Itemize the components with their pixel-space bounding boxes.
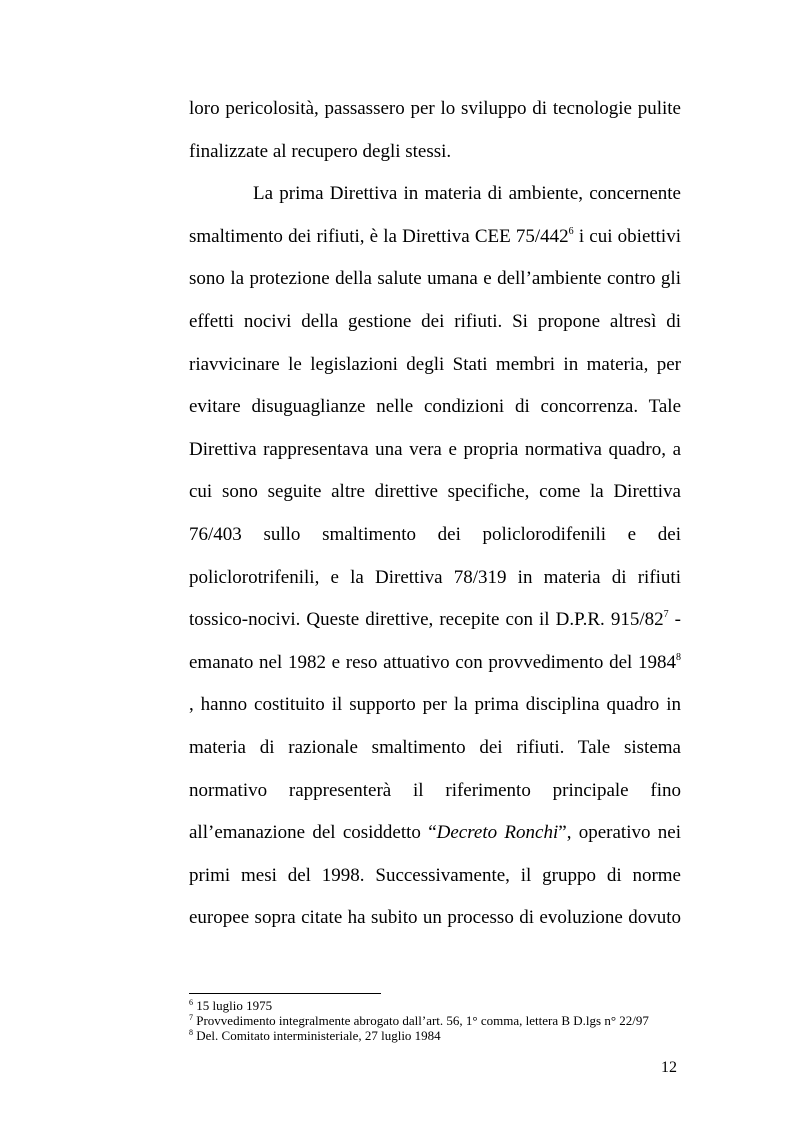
footnotes: [189, 998, 689, 1044]
text-line: effetti nocivi della gestione dei rifiuti. Si propone altresì di: [189, 310, 681, 332]
footnote-text: Del. Comitato interministeriale, 27 luglio 1984: [196, 1028, 441, 1044]
text-line: materia di razionale smaltimento dei rifiuti. Tale sistema: [189, 736, 681, 758]
text-segment: smaltimento dei rifiuti, è la Direttiva CEE 75/442: [189, 225, 569, 247]
text-line: policlorotrifenili, e la Direttiva 78/319 in materia di rifiuti: [189, 566, 681, 588]
footnote-text: Provvedimento integralmente abrogato dall’art. 56, 1° comma, lettera B D.lgs n° 22/97: [196, 1013, 649, 1029]
footnote-number: 7: [189, 1013, 193, 1023]
footnote-number: 6: [189, 998, 193, 1007]
text-line: loro pericolosità, passassero per lo sviluppo di tecnologie pulite: [189, 98, 681, 119]
text-line: [189, 216, 681, 259]
footnote-ref-8: 8: [676, 651, 681, 663]
text-line: [189, 642, 681, 685]
footnote-number: 8: [189, 1028, 193, 1038]
text-line: normativo rappresenterà il riferimento principale fino: [189, 779, 681, 801]
italic-title: Decreto Ronchi: [436, 822, 559, 844]
footnote-6: [189, 998, 689, 1013]
text-segment: ”, operativo nei: [558, 822, 681, 844]
body-text: [189, 88, 681, 940]
text-segment: tossico-nocivi. Queste direttive, recepite con il D.P.R. 915/82: [189, 609, 664, 631]
text-line: europee sopra citate ha subito un processo di evoluzione dovuto: [189, 907, 681, 929]
text-line: primi mesi del 1998. Successivamente, il gruppo di norme: [189, 864, 681, 886]
footnote-ref-6: 6: [568, 225, 574, 237]
text-line: sono la protezione della salute umana e dell’ambiente contro gli: [189, 268, 681, 290]
text-line: 76/403 sullo smaltimento dei policlorodifenili e dei: [189, 523, 681, 545]
page-number: 12: [661, 1059, 677, 1076]
text-line: riavvicinare le legislazioni degli Stati membri in materia, per: [189, 353, 681, 375]
text-line: Direttiva rappresentava una vera e propria normativa quadro, a: [189, 438, 681, 460]
text-line: finalizzate al recupero degli stessi.: [189, 140, 452, 162]
text-line: , hanno costituito il supporto per la prima disciplina quadro in: [189, 694, 681, 716]
footnote-separator: [189, 993, 381, 994]
footnote-8: [189, 1028, 689, 1043]
text-line: [189, 599, 681, 642]
text-segment: i cui obiettivi: [573, 225, 681, 247]
text-segment: all’emanazione del cosiddetto “: [189, 822, 437, 844]
text-line: [189, 812, 681, 855]
text-line: La prima Direttiva in materia di ambiente, concernente: [253, 183, 681, 205]
text-segment: emanato nel 1982 e reso attuativo con provvedimento del 1984: [189, 651, 676, 673]
footnote-ref-7: 7: [663, 609, 669, 621]
footnote-text: 15 luglio 1975: [196, 998, 273, 1013]
text-segment: -: [668, 609, 681, 631]
footnote-7: [189, 1013, 689, 1028]
text-line: evitare disuguaglianze nelle condizioni di concorrenza. Tale: [189, 396, 681, 418]
text-line: cui sono seguite altre direttive specifiche, come la Direttiva: [189, 481, 681, 503]
